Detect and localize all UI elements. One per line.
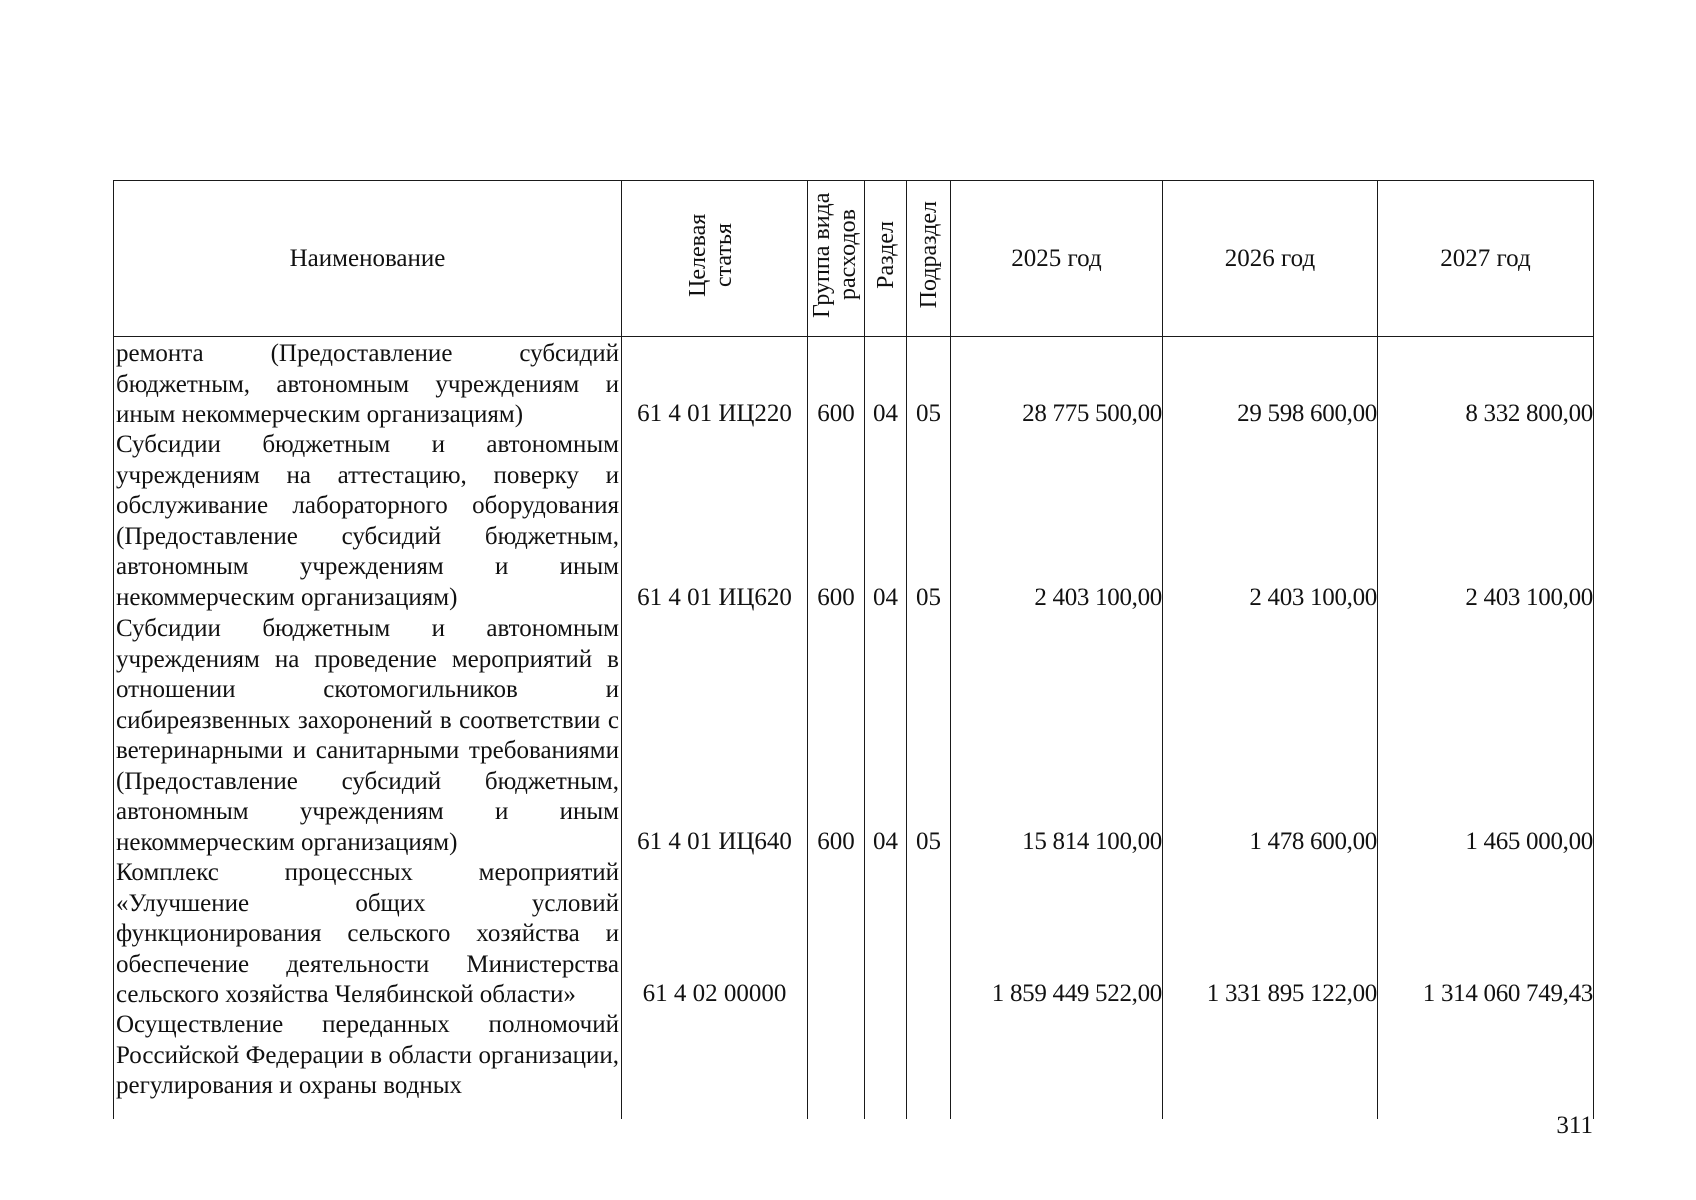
row-target: 61 4 01 ИЦ620: [637, 584, 792, 611]
header-target-article: [622, 181, 808, 337]
header-target-label: Целевая статья: [684, 213, 737, 297]
row-amount-2026: 2 403 100,00: [1249, 584, 1377, 611]
header-2025: 2025 год: [951, 181, 1163, 337]
row-amount-2027: 1 314 060 749,43: [1422, 980, 1593, 1007]
names-column: [114, 337, 622, 1120]
row-target: 61 4 01 ИЦ640: [637, 828, 792, 855]
row-amount-2026: 29 598 600,00: [1237, 400, 1377, 427]
group-column: [808, 337, 865, 1120]
page-number: 311: [1556, 1112, 1593, 1139]
row-target: [622, 1008, 807, 1100]
header-name: Наименование: [114, 181, 622, 337]
row-subsection: [907, 1008, 950, 1100]
header-2027: 2027 год: [1378, 181, 1594, 337]
table-header-row: [114, 181, 1594, 337]
row-group: [808, 1008, 864, 1100]
row-amount-2027: 8 332 800,00: [1465, 400, 1593, 427]
row-target: 61 4 01 ИЦ220: [637, 400, 792, 427]
header-expense-group: [808, 181, 865, 337]
amount-2026-column: [1163, 337, 1378, 1120]
row-group: 600: [817, 828, 855, 855]
row-name: ремонта (Предоставление субсидий бюджетным, автономным учреждениям и иным некоммерческим организациям): [116, 340, 619, 428]
header-group-label: Группа вида расходов: [809, 192, 861, 318]
row-amount-2027: 1 465 000,00: [1465, 828, 1593, 855]
row-section: 04: [873, 584, 898, 611]
row-section: [865, 856, 906, 1008]
target-column: [622, 337, 808, 1120]
row-group: [808, 856, 864, 1008]
budget-table: [113, 180, 1594, 1119]
row-amount-2027: [1378, 1008, 1593, 1100]
row-amount-2025: 28 775 500,00: [1022, 400, 1162, 427]
row-subsection: [907, 856, 950, 1008]
row-group: 600: [817, 400, 855, 427]
row-name: Осуществление переданных полномочий Российской Федерации в области организации, регулирования и охраны водных: [116, 1011, 619, 1099]
row-section: [865, 1008, 906, 1100]
row-amount-2026: 1 478 600,00: [1249, 828, 1377, 855]
row-group: 600: [817, 584, 855, 611]
header-2026: 2026 год: [1163, 181, 1378, 337]
row-target: 61 4 02 00000: [642, 980, 787, 1007]
amount-2027-column: [1378, 337, 1594, 1120]
subsection-column: [907, 337, 951, 1120]
section-column: [865, 337, 907, 1120]
row-section: 04: [873, 828, 898, 855]
row-section: 04: [873, 400, 898, 427]
row-amount-2027: 2 403 100,00: [1465, 584, 1593, 611]
row-amount-2025: 1 859 449 522,00: [991, 980, 1162, 1007]
row-subsection: 05: [916, 400, 941, 427]
header-subsection: [907, 181, 951, 337]
header-subsection-label: Подраздел: [915, 201, 942, 309]
row-amount-2026: [1163, 1008, 1377, 1100]
row-name: Комплекс процессных мероприятий «Улучшение общих условий функционирования сельского хозяйства и обеспечение деятельности Министерства сельского хозяйства Челябинской области»: [116, 859, 619, 1008]
row-subsection: 05: [916, 584, 941, 611]
row-amount-2025: 15 814 100,00: [1022, 828, 1162, 855]
row-amount-2025: [951, 1008, 1162, 1100]
row-amount-2026: 1 331 895 122,00: [1206, 980, 1377, 1007]
row-name: Субсидии бюджетным и автономным учреждениям на аттестацию, поверку и обслуживание лабораторного оборудования (Предоставление субсидий бюджетным, автономным учреждениям и иным некоммерческим организациям): [116, 431, 619, 611]
amount-2025-column: [951, 337, 1163, 1120]
row-name: Субсидии бюджетным и автономным учреждениям на проведение мероприятий в отношении скотомогильников и сибиреязвенных захоронений в соответствии с ветеринарными и санитарными требованиями (Предоставление субсидий бюджетным, автономным учреждениям и иным некоммерческим организациям): [116, 615, 619, 856]
table-body-row: [114, 337, 1594, 1120]
row-amount-2025: 2 403 100,00: [1034, 584, 1162, 611]
row-subsection: 05: [916, 828, 941, 855]
header-section: [865, 181, 907, 337]
header-section-label: Раздел: [872, 221, 899, 289]
